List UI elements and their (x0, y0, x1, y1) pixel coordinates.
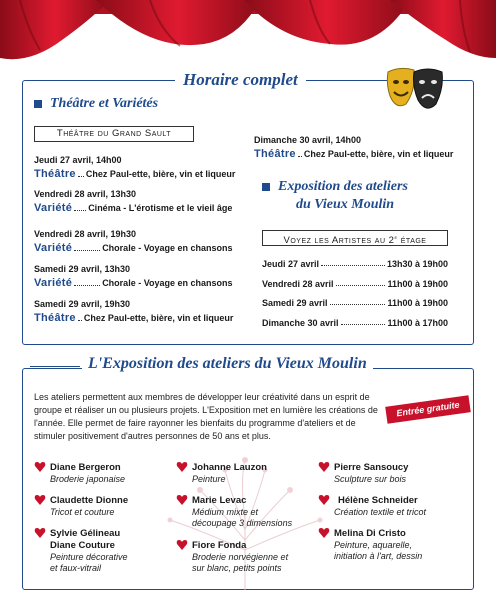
artist-specialty: Broderie norvégienne et (192, 552, 289, 562)
event-line (34, 168, 235, 180)
artist-entry (192, 495, 292, 529)
artist-specialty: Sculpture sur bois (334, 474, 407, 484)
event-kind: Théâtre (254, 148, 296, 160)
event-line (34, 312, 233, 324)
event-kind: Théâtre (34, 312, 76, 324)
event-line (254, 148, 453, 160)
event-date: Jeudi 27 avril, 14h00 (34, 155, 122, 165)
artist-specialty: Peinture (192, 474, 226, 484)
event-date: Dimanche 30 avril, 14h00 (254, 135, 362, 145)
expo-title: L'Exposition des ateliers du Vieux Moulin (82, 355, 373, 373)
event-date: Vendredi 28 avril, 13h30 (34, 189, 137, 199)
event-title: Chez Paul-ette, bière, vin et liqueur (85, 169, 236, 179)
artist-name: Hélène Schneider (338, 495, 418, 506)
artist-name: Johanne Lauzon (192, 462, 267, 473)
event-kind: Variété (34, 277, 73, 289)
heart-icon (318, 528, 330, 538)
artist-specialty: Création textile et tricot (334, 507, 427, 517)
heart-icon (176, 540, 188, 550)
artist-name: Diane Bergeron (50, 462, 121, 473)
artist-name: Sylvie Gélineau (50, 528, 121, 539)
heart-icon (34, 495, 46, 505)
artist-entry (334, 462, 408, 485)
artist-specialty: et faux-vitrail (50, 563, 102, 573)
section-theatre-heading: Théâtre et Variétés (34, 96, 158, 112)
expo-hours-row: Dimanche 30 avril 11h00 à 17h00 (262, 318, 448, 328)
artist-name: Claudette Dionne (50, 495, 129, 506)
artist-name: Diane Couture (50, 540, 115, 551)
expo-hours-row: Jeudi 27 avril 13h30 à 19h00 (262, 259, 448, 269)
event-kind: Variété (34, 242, 73, 254)
title-rule-left (30, 366, 80, 367)
artist-name: Melina Di Cristo (334, 528, 406, 539)
artist-name: Marie Levac (192, 495, 247, 506)
heart-icon (34, 462, 46, 472)
event-title: Chez Paul-ette, bière, vin et liqueur (83, 313, 234, 323)
event-date: Vendredi 28 avril, 19h30 (34, 229, 137, 239)
artist-entry (334, 528, 422, 562)
theatre-masks-icon (384, 66, 446, 118)
artist-specialty: découpage 3 dimensions (192, 518, 293, 528)
schedule-title: Horaire complet (175, 70, 306, 90)
heart-icon (34, 528, 46, 538)
heart-icon (176, 495, 188, 505)
event-title: Chorale - Voyage en chansons (102, 243, 233, 253)
artist-entry (50, 462, 125, 485)
stage-curtain-image (0, 0, 496, 62)
artist-specialty: sur blanc, petits points (192, 563, 282, 573)
event-title: Chez Paul-ette, bière, vin et liqueur (303, 149, 454, 159)
artist-specialty: Peinture décorative (50, 552, 128, 562)
artist-entry (192, 540, 288, 574)
artist-specialty: Médium mixte et (192, 507, 259, 517)
event-title: Chorale - Voyage en chansons (102, 278, 233, 288)
artist-specialty: Broderie japonaise (50, 474, 126, 484)
artist-name: Fiore Fonda (192, 540, 247, 551)
event-line (34, 202, 232, 214)
artist-specialty: initiation à l'art, dessin (334, 551, 423, 561)
heart-icon (318, 495, 330, 505)
event-line (34, 277, 233, 289)
expo-venue-label: Voyez les Artistes au 2e étage (262, 230, 448, 246)
section-expo-heading: Exposition des ateliers (262, 179, 408, 195)
venue-label: Théâtre du Grand Sault (34, 126, 194, 142)
expo-hours-row: Vendredi 28 avril 11h00 à 19h00 (262, 279, 448, 289)
event-date: Samedi 29 avril, 19h30 (34, 299, 131, 309)
free-entry-badge: Entrée gratuite (385, 395, 471, 424)
artist-name: Pierre Sansoucy (334, 462, 409, 473)
event-kind: Théâtre (34, 168, 76, 180)
artist-specialty: Tricot et couture (50, 507, 115, 517)
artist-entry (50, 495, 128, 518)
square-bullet-icon (262, 183, 270, 191)
artist-entry (192, 462, 267, 485)
title-rule-left (30, 80, 175, 81)
heart-icon (176, 462, 188, 472)
event-line (34, 242, 233, 254)
section-expo-heading-line2: du Vieux Moulin (296, 197, 395, 212)
artist-entry (50, 528, 128, 574)
square-bullet-icon (34, 100, 42, 108)
heart-icon (318, 462, 330, 472)
artist-specialty: Peinture, aquarelle, (334, 540, 413, 550)
artist-entry (334, 495, 426, 518)
event-kind: Variété (34, 202, 73, 214)
event-date: Samedi 29 avril, 13h30 (34, 264, 131, 274)
event-title: Cinéma - L'érotisme et le vieil âge (88, 203, 233, 213)
expo-hours-row: Samedi 29 avril 11h00 à 19h00 (262, 298, 448, 308)
expo-description: Les ateliers permettent aux membres de développer leur créativité dans un esprit de groupe et réaliser un ou plusieurs projets. L'Exposition met en lumière les créations de l'année. Elle permet de faire rayonner les bienfaits du programme d'ateliers et de stimuler positivement d'autres personnes de 50 ans et plus. (34, 392, 378, 441)
